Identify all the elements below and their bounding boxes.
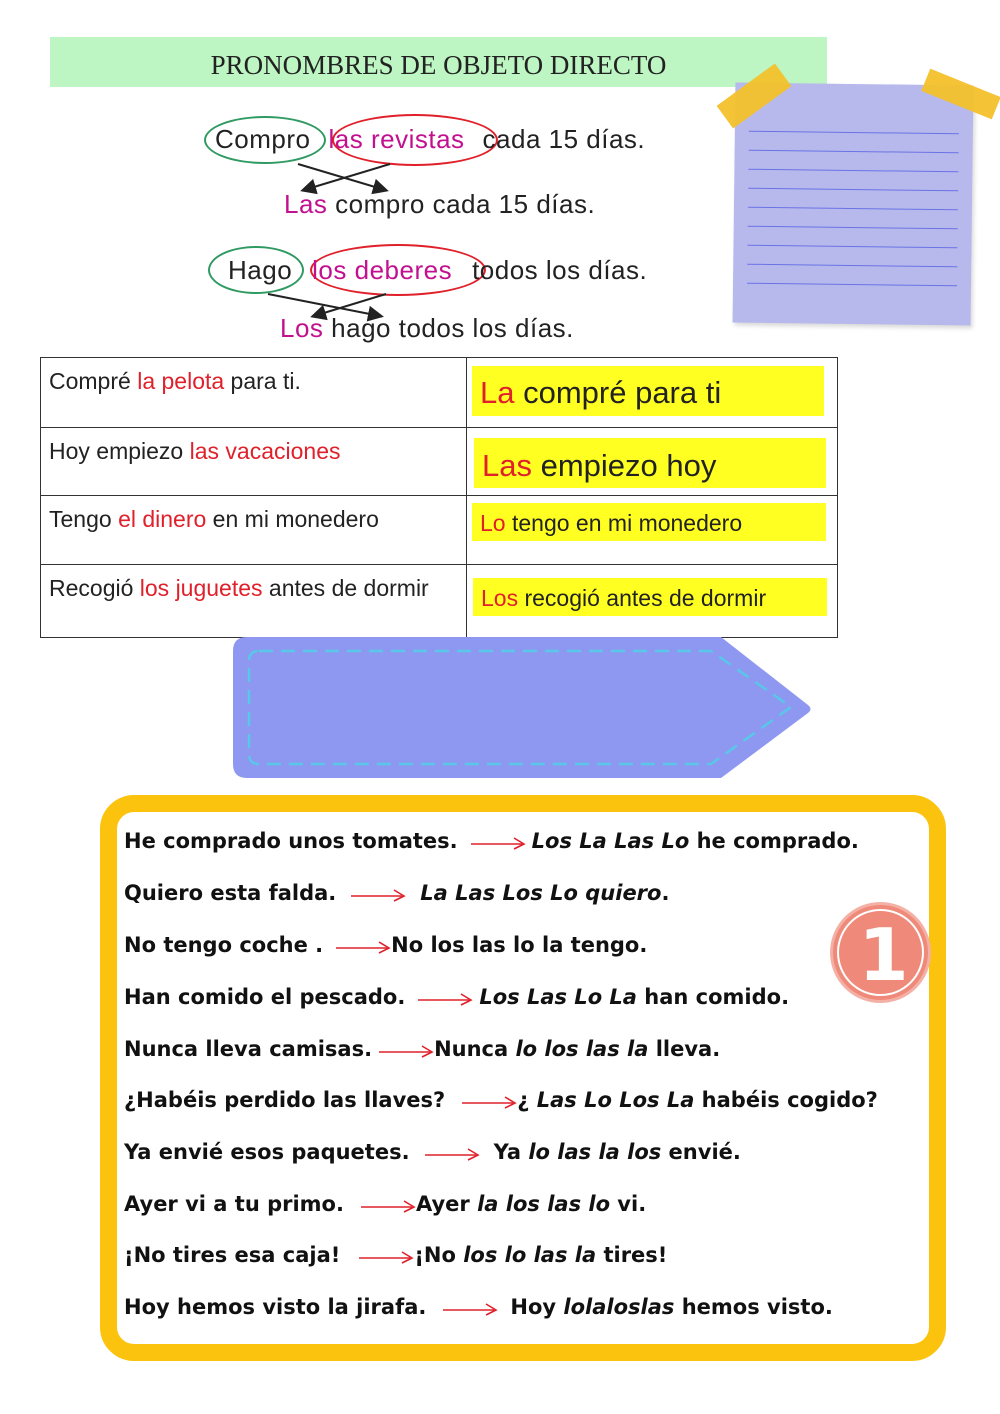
answer-prefix: Hoy <box>510 1295 564 1319</box>
note-line <box>747 245 957 249</box>
answer-suffix: vi. <box>610 1192 647 1216</box>
table-row <box>41 428 838 496</box>
exercise-row <box>124 1088 878 1112</box>
note-line <box>748 207 958 211</box>
answer-text: recogió antes de dormir <box>518 585 767 611</box>
pronoun-options[interactable]: Las Lo Los La <box>536 1088 695 1112</box>
note-line <box>748 169 958 173</box>
example-result <box>284 189 595 220</box>
answer-suffix: . <box>661 881 670 905</box>
pronoun-options[interactable]: La Las Los Lo quiero <box>420 881 662 905</box>
example-result-rest: hago todos los días. <box>331 313 574 343</box>
answer-suffix: lleva. <box>648 1037 721 1061</box>
arrow-tag <box>233 637 813 779</box>
exercise-row <box>124 1037 720 1061</box>
exercise-row <box>124 933 647 957</box>
pronoun-options[interactable]: lo las la los <box>528 1140 662 1164</box>
exercise-question: Ya envié esos paquetes. <box>124 1140 410 1164</box>
answer-pronoun: Los <box>481 585 519 611</box>
sentence-object: la pelota <box>137 368 225 394</box>
note-line <box>749 131 959 135</box>
exercise-question: ¡No tires esa caja! <box>124 1243 341 1267</box>
exercise-number-badge <box>830 902 931 1003</box>
answer-suffix: tires! <box>596 1243 668 1267</box>
exercise-question: Ayer vi a tu primo. <box>124 1192 344 1216</box>
arrow-icon <box>470 834 526 850</box>
arrow-icon <box>360 1197 416 1213</box>
answer-pronoun: Las <box>482 448 532 483</box>
exercise-answer <box>510 1295 832 1319</box>
answer-prefix: Nunca <box>434 1037 516 1061</box>
example-object: las revistas <box>328 124 465 154</box>
sentence-text: en mi monedero <box>206 506 379 532</box>
arrow-icon <box>442 1300 498 1316</box>
example-pronoun: Los <box>280 313 324 343</box>
table-cell-answer <box>467 358 838 428</box>
table-cell-sentence <box>41 496 467 565</box>
arrow-icon <box>358 1248 414 1264</box>
example-verb: Compro <box>215 124 311 154</box>
answer-pronoun: Lo <box>480 510 506 536</box>
sentence-object: los juguetes <box>139 575 263 601</box>
sentence-text: para ti. <box>224 368 301 394</box>
table-cell-sentence <box>41 428 467 496</box>
exercise-row <box>124 881 669 905</box>
exercise-answer <box>494 1140 741 1164</box>
example-rest: cada 15 días. <box>482 124 646 154</box>
page-title: PRONOMBRES DE OBJETO DIRECTO <box>210 50 667 80</box>
pronoun-options[interactable]: lolaloslas <box>563 1295 675 1319</box>
exercise-number: 1 <box>858 913 909 997</box>
example-result-rest: compro cada 15 días. <box>335 189 596 219</box>
example-result <box>280 313 574 344</box>
pronoun-options[interactable]: Los Las Lo La <box>479 985 637 1009</box>
table-row <box>41 358 838 428</box>
exercise-answer <box>391 933 647 957</box>
answer-highlight <box>472 366 824 416</box>
exercise-question: ¿Habéis perdido las llaves? <box>124 1088 446 1112</box>
table-row <box>41 565 838 638</box>
exercise-answer <box>479 985 789 1009</box>
answer-prefix: No los las lo la tengo. <box>391 933 648 957</box>
table-row <box>41 496 838 565</box>
example-verb: Hago <box>228 255 293 285</box>
exercise-answer <box>517 1088 878 1112</box>
answer-text: empiezo hoy <box>531 448 717 483</box>
answer-prefix: ¡No <box>414 1243 464 1267</box>
exercise-answer <box>414 1243 667 1267</box>
arrow-icon <box>417 990 473 1006</box>
arrow-icon <box>461 1093 517 1109</box>
answer-highlight <box>474 438 826 488</box>
exercise-question: He comprado unos tomates. <box>124 829 458 853</box>
example-pronoun: Las <box>284 189 328 219</box>
exercise-question: Quiero esta falda. <box>124 881 337 905</box>
note-line <box>749 150 959 154</box>
sentence-object: las vacaciones <box>189 438 341 464</box>
note-line <box>748 188 958 192</box>
answer-text: compré para ti <box>514 375 722 410</box>
exercise-answer <box>434 1037 720 1061</box>
pronoun-options[interactable]: la los las lo <box>477 1192 610 1216</box>
pronoun-options[interactable]: Los La Las Lo <box>531 829 690 853</box>
arrow-icon <box>335 938 391 954</box>
sentence-text: Compré <box>49 368 138 394</box>
answer-prefix: Ya <box>493 1140 529 1164</box>
note-line <box>747 283 957 287</box>
exercise-row <box>124 1243 667 1267</box>
table-cell-answer <box>467 496 838 565</box>
answer-suffix: habéis cogido? <box>694 1088 878 1112</box>
answer-suffix: envié. <box>661 1140 741 1164</box>
table-cell-answer <box>467 565 838 638</box>
examples-table <box>40 357 838 638</box>
answer-prefix: Ayer <box>415 1192 478 1216</box>
exercise-row <box>124 1295 833 1319</box>
exercise-question: No tengo coche . <box>124 933 324 957</box>
pronoun-options[interactable]: los lo las la <box>463 1243 597 1267</box>
arrow-icon <box>378 1042 434 1058</box>
pronoun-options[interactable]: lo los las la <box>515 1037 649 1061</box>
exercise-question: Han comido el pescado. <box>124 985 406 1009</box>
exercise-question: Hoy hemos visto la jirafa. <box>124 1295 427 1319</box>
answer-suffix: han comido. <box>636 985 790 1009</box>
example-object: los deberes <box>312 255 453 285</box>
answer-text: tengo en mi monedero <box>505 510 743 536</box>
note-line <box>747 264 957 268</box>
arrow-icon <box>350 886 406 902</box>
exercise-card <box>100 795 946 1361</box>
arrow-icon <box>424 1145 480 1161</box>
exercise-answer <box>416 1192 646 1216</box>
exercise-row <box>124 1192 646 1216</box>
answer-highlight <box>472 503 826 541</box>
answer-highlight <box>473 578 827 616</box>
exercise-question: Nunca lleva camisas. <box>124 1037 373 1061</box>
answer-suffix: hemos visto. <box>674 1295 833 1319</box>
exercise-row <box>124 1140 741 1164</box>
sentence-text: Recogió <box>49 575 140 601</box>
note-line <box>748 226 958 230</box>
example-sentence <box>215 124 645 155</box>
sentence-object: el dinero <box>118 506 207 532</box>
answer-suffix: he comprado. <box>689 829 859 853</box>
example-sentence <box>228 255 647 286</box>
table-cell-answer <box>467 428 838 496</box>
table-cell-sentence <box>41 565 467 638</box>
sticky-note <box>733 83 974 326</box>
sentence-text: Hoy empiezo <box>49 438 190 464</box>
exercise-row <box>124 829 859 853</box>
exercise-row <box>124 985 789 1009</box>
example-rest: todos los días. <box>472 255 648 285</box>
exercise-answer <box>532 829 859 853</box>
sentence-text: antes de dormir <box>262 575 429 601</box>
exercise-answer <box>420 881 669 905</box>
table-cell-sentence <box>41 358 467 428</box>
answer-prefix: ¿ <box>517 1088 537 1112</box>
answer-pronoun: La <box>480 375 515 410</box>
sentence-text: Tengo <box>49 506 119 532</box>
